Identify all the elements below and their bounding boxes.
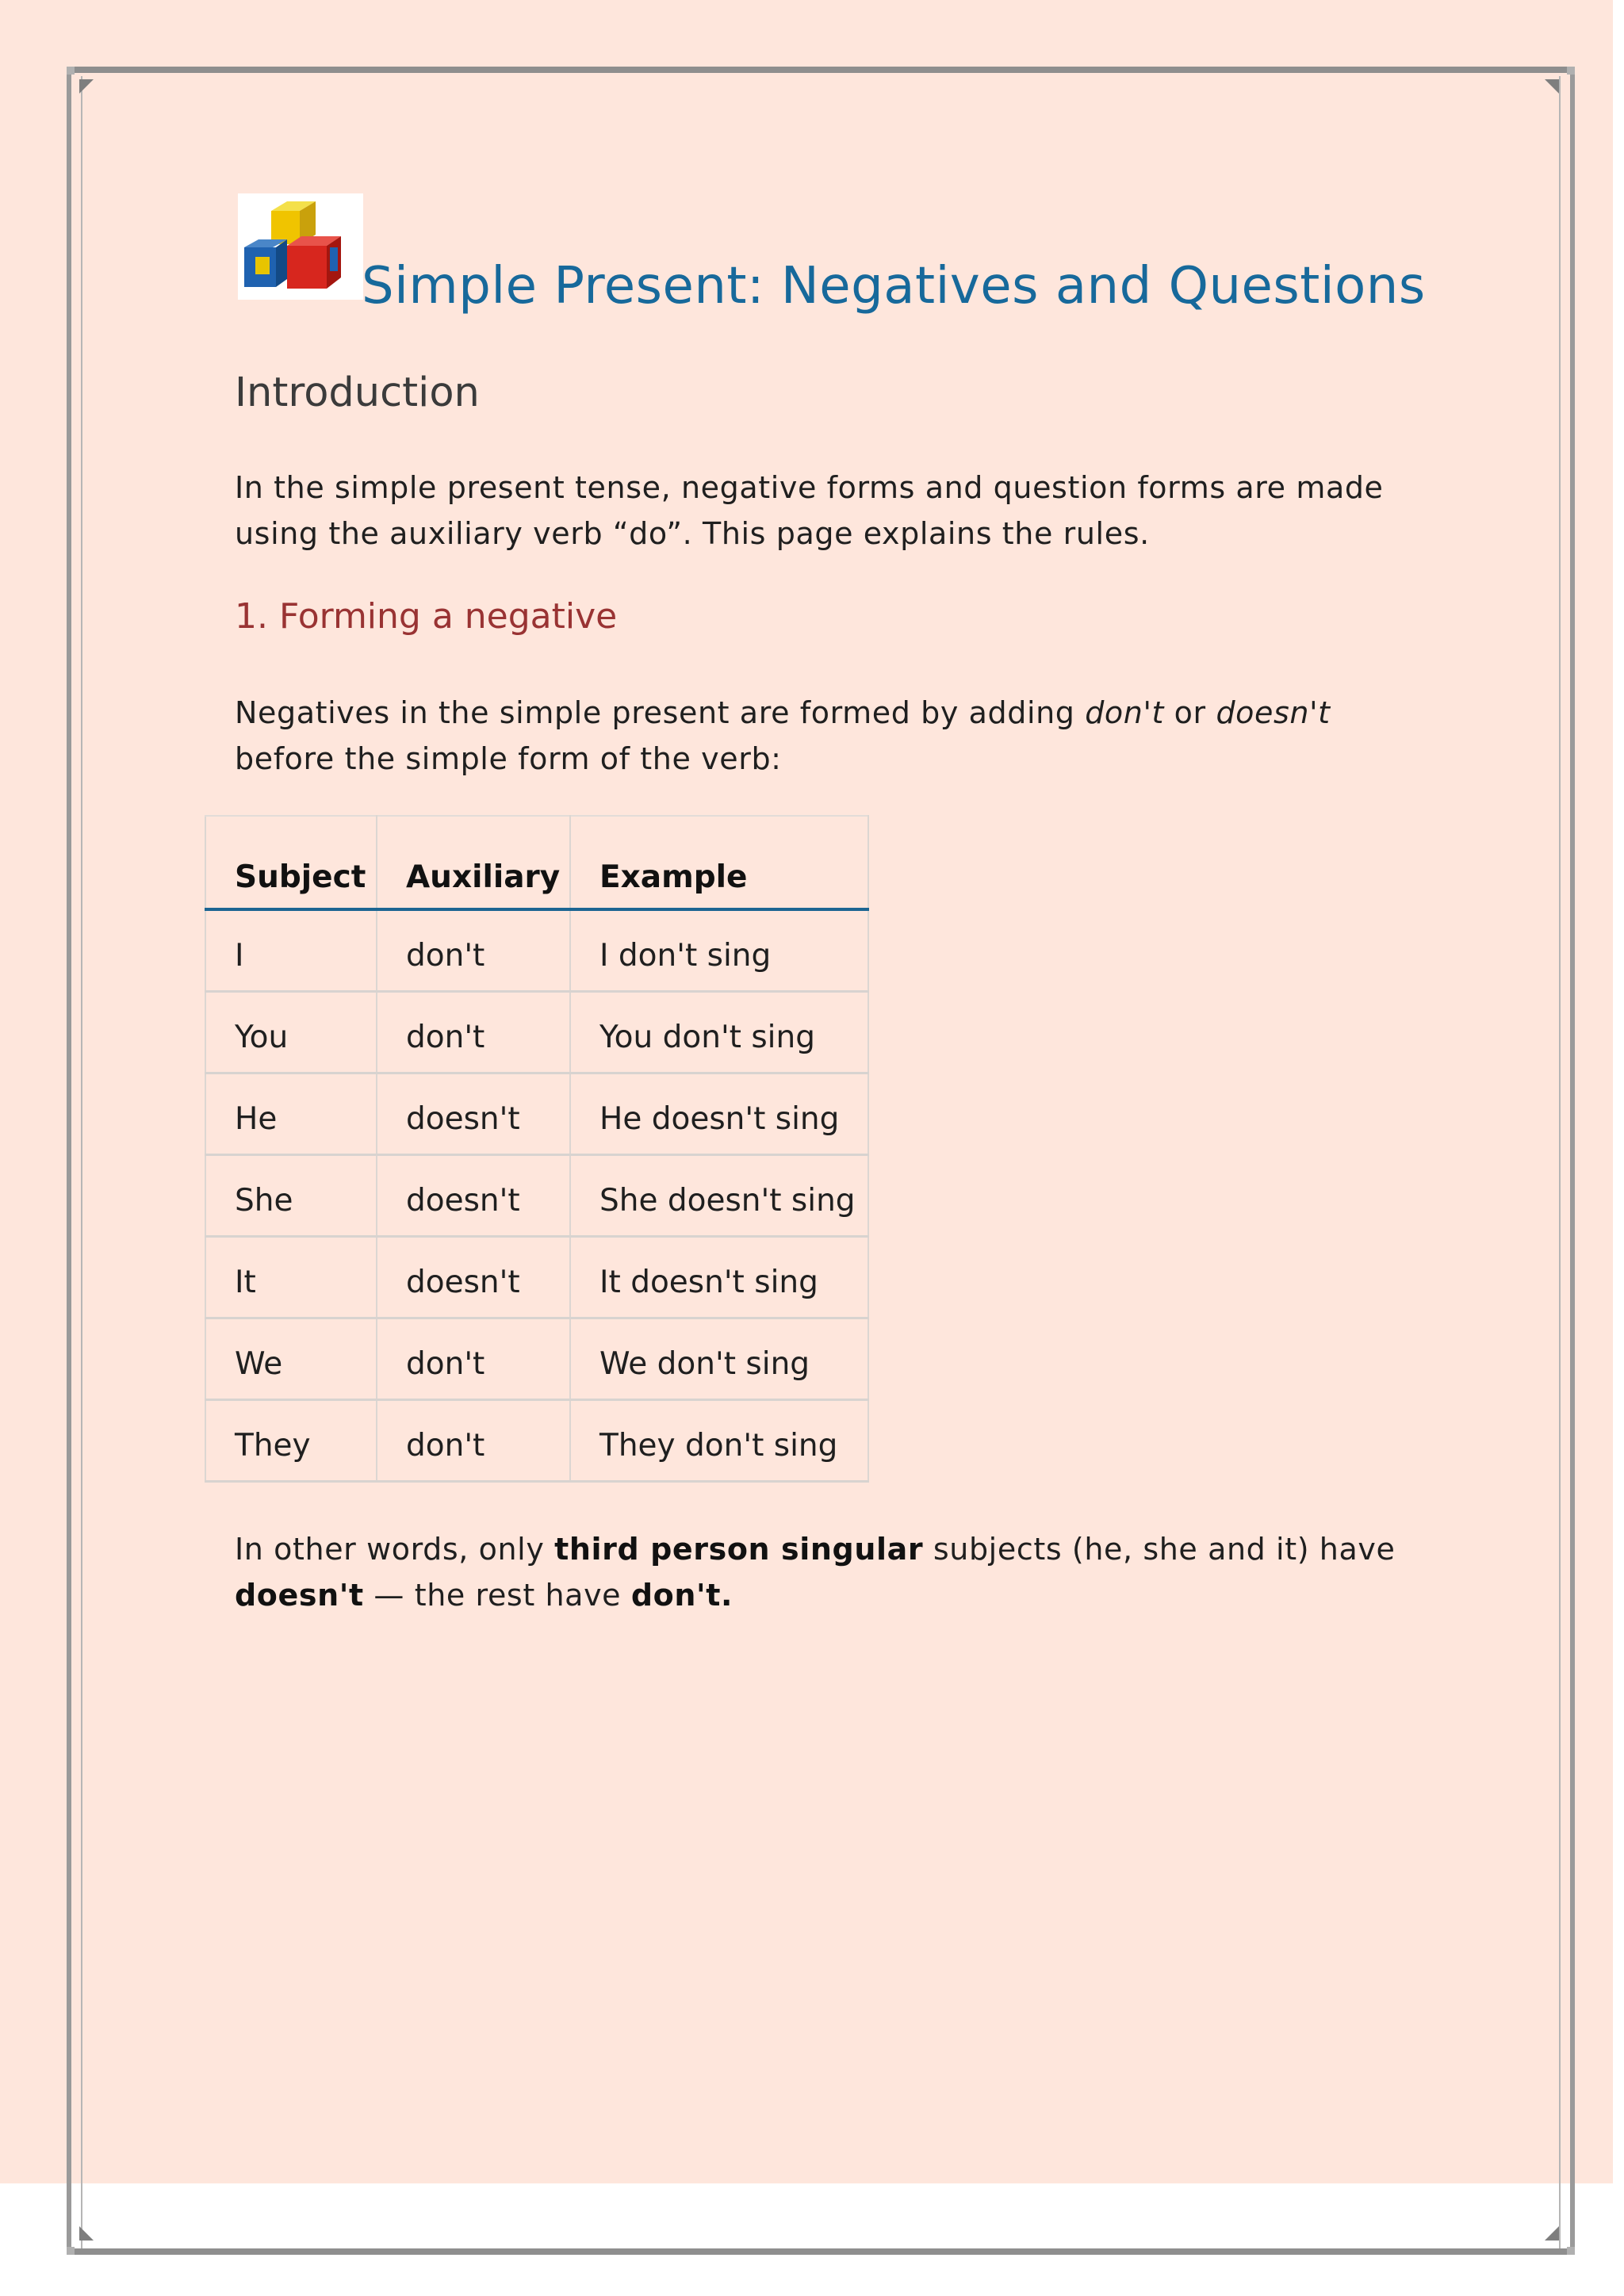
subject-cell: I [205,909,377,991]
example-cell: We don't sing [570,1318,868,1399]
page-title: Simple Present: Negatives and Questions [362,257,1426,316]
table-row [205,909,868,991]
auxiliary-cell: doesn't [377,1154,570,1236]
subject-cell: You [205,991,377,1073]
subject-cell: We [205,1318,377,1399]
section-heading-forming-negative: 1. Forming a negative [235,596,618,637]
rule-text-end: before the simple form of the verb: [235,741,782,776]
column-header-subject: Subject [205,816,377,909]
auxiliary-cell: don't [377,1318,570,1399]
introduction-heading: Introduction [235,369,480,416]
column-header-example: Example [570,816,868,909]
subject-cell: They [205,1399,377,1481]
example-cell: It doesn't sing [570,1236,868,1318]
summary-bold-third-person: third person singular [554,1532,924,1567]
toy-blocks-icon [238,193,363,300]
negative-rule-paragraph [235,690,1424,782]
rule-emphasis-dont: don't [1085,695,1164,730]
auxiliary-cell: doesn't [377,1073,570,1154]
summary-bold-doesnt: doesn't [235,1578,364,1613]
example-cell: I don't sing [570,909,868,991]
negative-forms-table [205,815,869,1483]
frame-corner-bottom-right [1567,2247,1575,2255]
frame-ornament-bottom-left [79,2226,94,2241]
frame-ornament-bottom-right [1545,2226,1559,2241]
subject-cell: He [205,1073,377,1154]
summary-text-start: In other words, only [235,1532,555,1567]
table-row [205,1154,868,1236]
table-row [205,1236,868,1318]
summary-paragraph [235,1526,1424,1618]
frame-inner-line-left [81,76,82,2248]
auxiliary-cell: doesn't [377,1236,570,1318]
auxiliary-cell: don't [377,991,570,1073]
auxiliary-cell: don't [377,1399,570,1481]
example-cell: They don't sing [570,1399,868,1481]
subject-cell: She [205,1154,377,1236]
summary-text-middle: subjects (he, she and it) have [923,1532,1396,1567]
frame-corner-top-left [67,67,75,75]
frame-ornament-top-right [1545,79,1559,94]
frame-ornament-top-left [79,79,94,94]
rule-text-start: Negatives in the simple present are formed by adding [235,695,1086,730]
example-cell: You don't sing [570,991,868,1073]
summary-text-rest: — the rest have [363,1578,631,1613]
rule-emphasis-doesnt: doesn't [1216,695,1331,730]
table-header-row [205,816,868,909]
frame-corner-top-right [1567,67,1575,75]
table-row [205,991,868,1073]
rule-text-or: or [1164,695,1216,730]
subject-cell: It [205,1236,377,1318]
example-cell: She doesn't sing [570,1154,868,1236]
introduction-paragraph: In the simple present tense, negative forms and question forms are made using the auxiliary verb “do”. This page explains the rules. [235,470,1384,551]
table-row [205,1073,868,1154]
table-row [205,1399,868,1481]
frame-inner-line-right [1559,76,1561,2248]
example-cell: He doesn't sing [570,1073,868,1154]
frame-corner-bottom-left [67,2247,75,2255]
table-row [205,1318,868,1399]
summary-bold-dont: don't. [630,1578,733,1613]
auxiliary-cell: don't [377,909,570,991]
column-header-auxiliary: Auxiliary [377,816,570,909]
